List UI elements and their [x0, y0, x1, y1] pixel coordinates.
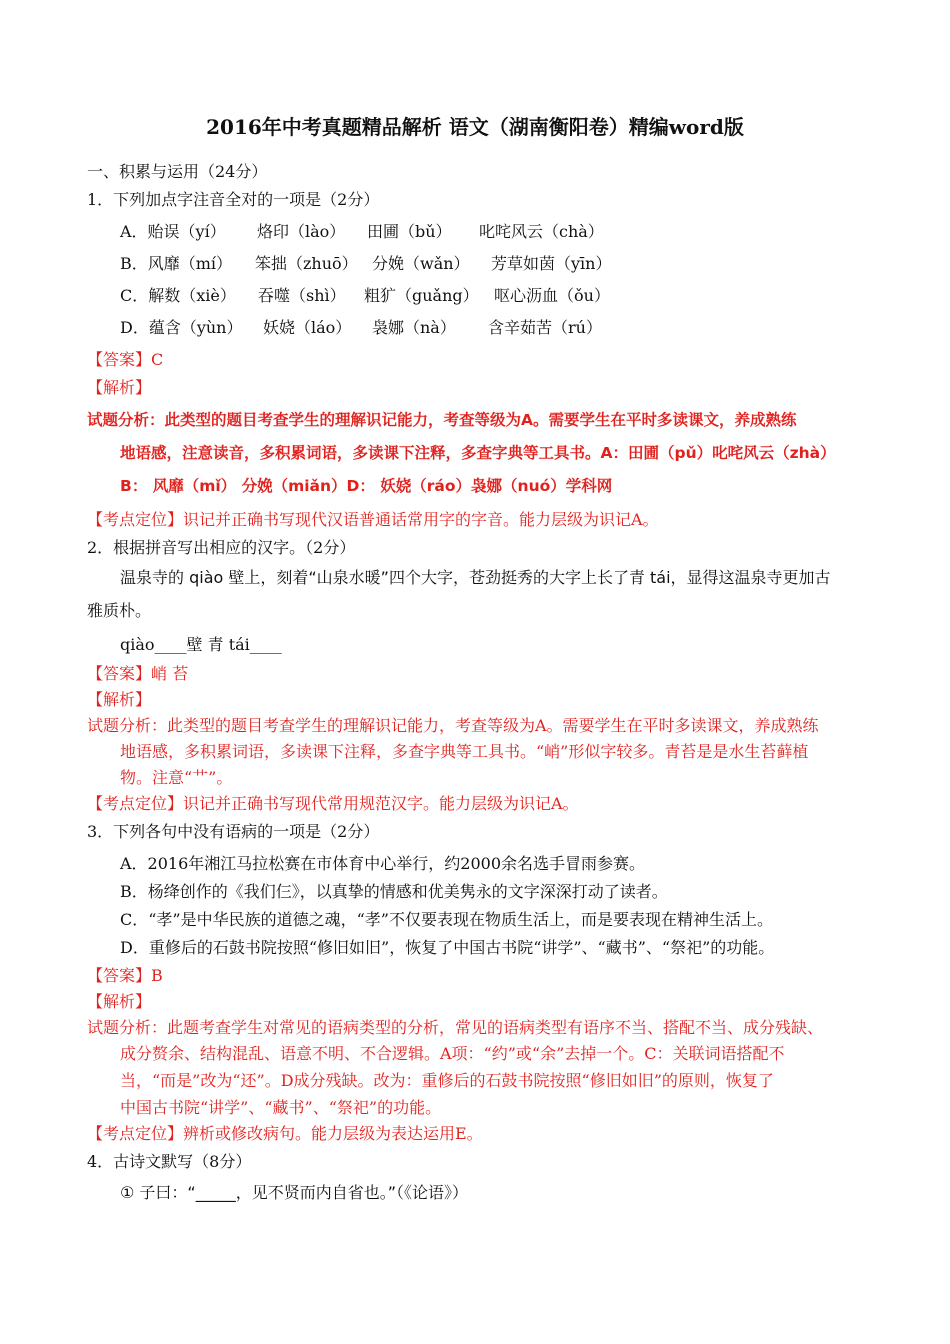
q2-answer: 【答案】峭 苔: [87, 664, 189, 683]
q1-analysis-label: 【解析】: [87, 378, 152, 397]
q1-option-b: [120, 254, 611, 274]
q3-point: 【考点定位】辨析或修改病句。能力层级为表达运用E。: [87, 1124, 483, 1143]
q2-point: 【考点定位】识记并正确书写现代常用规范汉字。能力层级为识记A。: [87, 794, 579, 813]
q3-analysis-line: 试题分析：此题考查学生对常见的语病类型的分析，常见的语病类型有语序不当、搭配不当、成分残缺、: [87, 1018, 824, 1037]
q1-analysis-line: 地语感，注意读音，多积累词语，多读课下注释，多查字典等工具书。A：田圃（pǔ）叱咤风云（zhà）: [120, 444, 836, 462]
q1-analysis-line: B： 风靡（mǐ） 分娩（miǎn）D： 妖娆（ráo）袅娜（nuó）学科网: [120, 477, 613, 495]
q3-analysis-line: 成分赘余、结构混乱、语意不明、不合逻辑。A项：“约”或“余”去掉一个。C：关联词语搭配不: [120, 1044, 785, 1063]
q2-passage-line: 温泉寺的 qiào 壁上，刻着“山泉水暖”四个大字，苍劲挺秀的大字上长了青 tái，显得这温泉寺更加古: [120, 568, 831, 587]
question-2-stem: 2．根据拼音写出相应的汉字。（2分）: [87, 538, 356, 557]
q2-passage-line: 雅质朴。: [87, 601, 152, 620]
q3-analysis-line: 中国古书院“讲学”、“藏书”、“祭祀”的功能。: [120, 1098, 442, 1117]
option-word: 烙印（lào）: [257, 222, 346, 241]
option-word: 笨拙（zhuō）: [255, 254, 358, 273]
q2-analysis-line: 试题分析：此类型的题目考查学生的理解识记能力，考查等级为A。需要学生在平时多读课文，养成熟练: [87, 716, 819, 735]
option-word: 粗犷（guǎng）: [364, 286, 479, 305]
option-word: 含辛茹苦（rú）: [488, 318, 602, 337]
q3-option-a: A．2016年湘江马拉松赛在市体育中心举行，约2000余名选手冒雨参赛。: [120, 854, 645, 873]
question-4-stem: 4．古诗文默写（8分）: [87, 1152, 252, 1171]
q2-analysis-line: 地语感，多积累词语，多读课下注释，多查字典等工具书。“峭”形似字较多。青苔是是水生苔藓植: [120, 742, 809, 761]
q3-option-d: D．重修后的石鼓书院按照“修旧如旧”，恢复了中国古书院“讲学”、“藏书”、“祭祀”的功能。: [120, 938, 775, 957]
q1-point: 【考点定位】识记并正确书写现代汉语普通话常用字的字音。能力层级为识记A。: [87, 510, 659, 529]
q3-analysis-line: 当，“而是”改为“还”。D成分残缺。改为：重修后的石鼓书院按照“修旧如旧”的原则，恢复了: [120, 1071, 774, 1090]
q3-option-c: C．“孝”是中华民族的道德之魂，“孝”不仅要表现在物质生活上，而是要表现在精神生活上。: [120, 910, 773, 929]
option-word: 妖娆（láo）: [263, 318, 352, 337]
q1-analysis-line: 试题分析：此类型的题目考查学生的理解识记能力，考查等级为A。需要学生在平时多读课文，养成熟练: [87, 411, 797, 429]
q1-answer: 【答案】C: [87, 350, 164, 369]
option-word: A．贻误（yí）: [120, 222, 226, 241]
section-heading: 一、积累与运用（24分）: [87, 162, 268, 181]
option-word: 芳草如茵（yīn）: [491, 254, 612, 273]
option-word: B．风靡（mí）: [120, 254, 233, 273]
option-word: 叱咤风云（chà）: [479, 222, 604, 241]
q1-option-a: [120, 222, 604, 242]
q2-blanks: qiào____壁 青 tái____: [120, 635, 282, 654]
q3-analysis-label: 【解析】: [87, 992, 152, 1011]
option-word: 袅娜（nà）: [372, 318, 456, 337]
q1-option-d: [120, 318, 602, 338]
q2-analysis-label: 【解析】: [87, 690, 152, 709]
option-word: C．解数（xiè）: [120, 286, 236, 305]
q2-analysis-line: 物。注意“艹”。: [120, 768, 233, 787]
q1-option-c: [120, 286, 610, 306]
option-word: D．蕴含（yùn）: [120, 318, 243, 337]
q3-answer: 【答案】B: [87, 966, 163, 985]
question-3-stem: 3．下列各句中没有语病的一项是（2分）: [87, 822, 380, 841]
question-1-stem: 1．下列加点字注音全对的一项是（2分）: [87, 190, 380, 209]
page-title: 2016年中考真题精品解析 语文（湖南衡阳卷）精编word版: [206, 115, 744, 139]
option-word: 吞噬（shì）: [258, 286, 346, 305]
option-word: 田圃（bǔ）: [367, 222, 452, 241]
option-word: 呕心沥血（ǒu）: [494, 286, 610, 305]
q3-option-b: B．杨绛创作的《我们仨》，以真挚的情感和优美隽永的文字深深打动了读者。: [120, 882, 668, 901]
q4-item-1: ① 子曰：“_____，见不贤而内自省也。”（《论语》）: [120, 1183, 469, 1202]
option-word: 分娩（wǎn）: [372, 254, 470, 273]
